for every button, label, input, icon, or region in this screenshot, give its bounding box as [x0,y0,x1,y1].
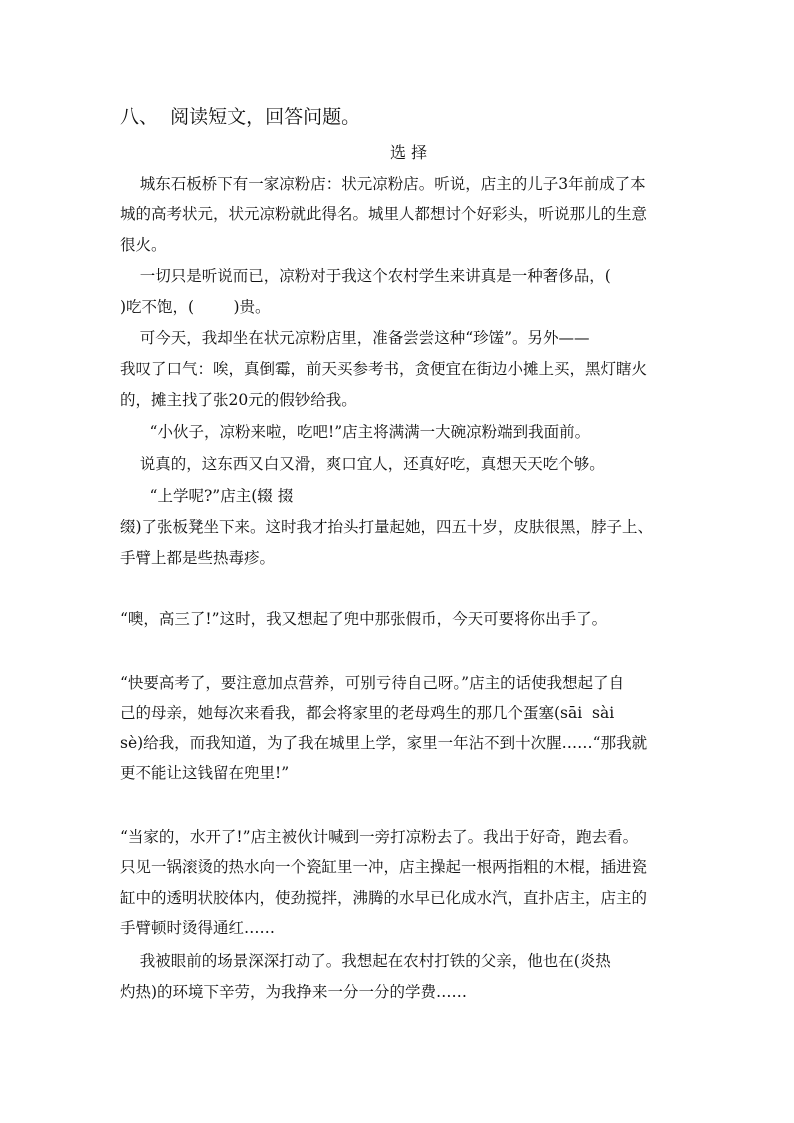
paragraph-line: 我被眼前的场景深深打动了。我想起在农村打铁的父亲，他也在(炎热 [120,952,611,970]
paragraph-line: 更不能让这钱留在兜里!” [120,764,290,782]
section-heading: 八、 阅读短文，回答问题。 [120,106,361,128]
passage-title: 选 择 [390,143,428,162]
paragraph-line: 我叹了口气：唉，真倒霉，前天买参考书，贪便宜在街边小摊上买，黑灯瞎火 [120,360,648,378]
paragraph-line: 很火。 [120,236,167,254]
paragraph-line: “上学呢?”店主(辍 掇 [120,487,294,505]
paragraph-line: sè)给我，而我知道，为了我在城里上学，家里一年沾不到十次腥……“那我就 [120,734,648,752]
paragraph-line: “小伙子，凉粉来啦，吃吧!”店主将满满一大碗凉粉端到我面前。 [120,423,591,441]
paragraph-line: “噢，高三了!”这时，我又想起了兜中那张假币，今天可要将你出手了。 [120,610,608,628]
paragraph-line: 缀)了张板凳坐下来。这时我才抬头打量起她，四五十岁，皮肤很黑，脖子上、 [120,518,654,536]
paragraph-line: )吃不饱，( )贵。 [120,298,271,316]
paragraph-line: 城的高考状元，状元凉粉就此得名。城里人都想讨个好彩头，听说那儿的生意 [120,205,648,223]
paragraph-line: 手臂顿时烫得通红…… [120,919,276,937]
paragraph-line: 城东石板桥下有一家凉粉店：状元凉粉店。听说，店主的儿子3年前成了本 [120,175,646,193]
paragraph-line: 己的母亲，她每次来看我，都会将家里的老母鸡生的那几个蛋塞(sāi sài [120,704,615,722]
paragraph-line: 一切只是听说而已，凉粉对于我这个农村学生来讲真是一种奢侈品，( [120,267,611,285]
paragraph-line: 缸中的透明状胶体内，使劲搅拌，沸腾的水早已化成水汽，直扑店主，店主的 [120,889,648,907]
paragraph-line: 可今天，我却坐在状元凉粉店里，准备尝尝这种“珍馐”。另外—— [120,329,590,347]
paragraph-line: 只见一锅滚烫的热水向一个瓷缸里一冲，店主操起一根两指粗的木棍，插进瓷 [120,858,648,876]
paragraph-line: 的，摊主找了张20元的假钞给我。 [120,391,357,409]
paragraph-line: “快要高考了，要注意加点营养，可别亏待自己呀。”店主的话使我想起了自 [120,674,625,692]
paragraph-line: 灼热)的环境下辛劳，为我挣来一分一分的学费…… [120,983,468,1001]
paragraph-line: “当家的，水开了!”店主被伙计喊到一旁打凉粉去了。我出于好奇，跑去看。 [120,828,639,846]
paragraph-line: 手臂上都是些热毒疹。 [120,549,276,567]
paragraph-line: 说真的，这东西又白又滑，爽口宜人，还真好吃，真想天天吃个够。 [120,455,605,473]
